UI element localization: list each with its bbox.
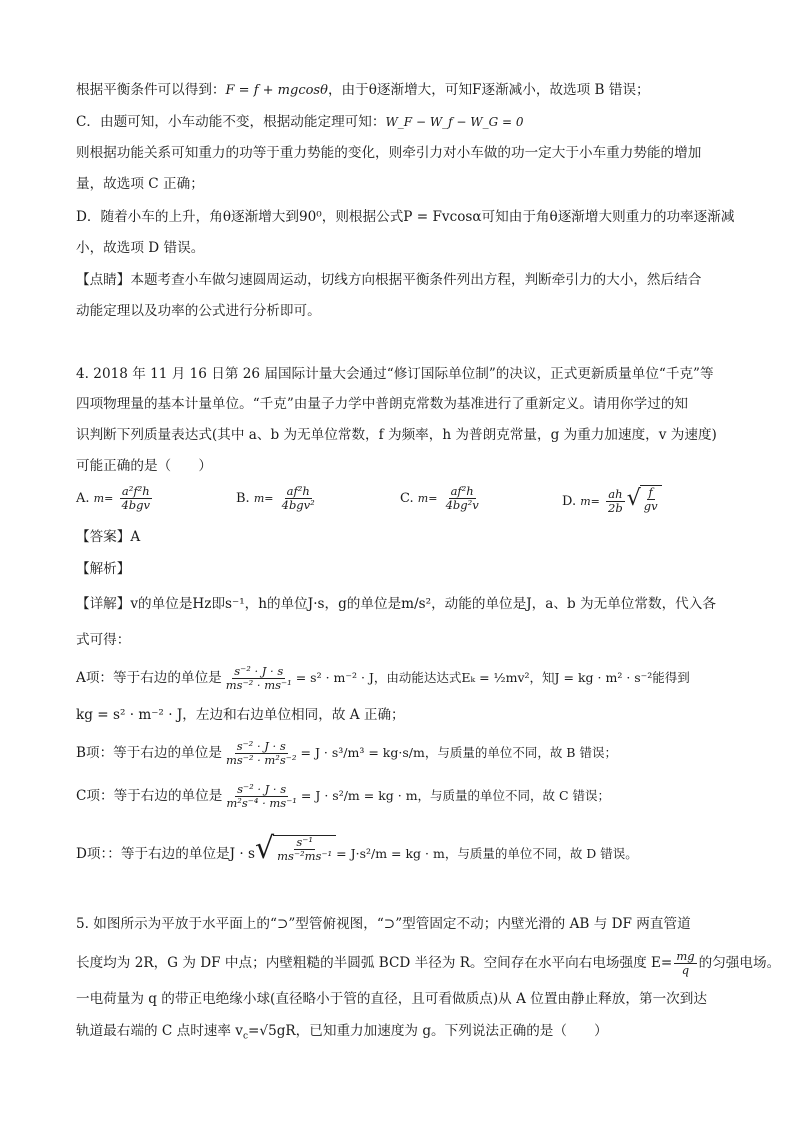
question-5-line-3: 一电荷量为 q 的带正电绝缘小球(直径略小于管的直径，且可看做质点)从 A 位置由静止释放，第一次到达 <box>76 991 707 1007</box>
option-d: D. m= $\frac{ah}{2b}$ √ $\frac{f}{gv}$ <box>562 485 662 515</box>
formula: F = f + mgcosθ <box>225 83 328 98</box>
question-4-line-1: 4. 2018 年 11 月 16 日第 26 届国际计量大会通过“修订国际单位制”的决议，正式更新质量单位“千克”等 <box>76 366 714 382</box>
item-b-line: B项：等于右边的单位是 $\frac{\text{s⁻² · J · s}}{\text{ms⁻² · m²s⁻²}}$ = J · s³/m³ = kg·s/m，与质量的单位不同，故 B 错误； <box>76 739 617 767</box>
option-a: A. m= $\frac{\text{a²f²h}}{\text{4bgv}}$ <box>76 484 151 512</box>
formula: W_F − W_f − W_G = 0 <box>385 115 524 129</box>
remark-line-1: 【点睛】本题考查小车做匀速圆周运动，切线方向根据平衡条件列出方程，判断牵引力的大小，然后结合 <box>76 272 702 288</box>
text: C．由题可知，小车动能不变，根据动能定理可知： <box>76 114 386 130</box>
text-line-4: 量，故选项 C 正确； <box>76 176 204 192</box>
item-a-line-1: A项：等于右边的单位是 $\frac{\text{s⁻² · J · s}}{\text{ms⁻² · ms⁻¹}}$ = s² · m⁻² · J，由动能达达式Eₖ = ½mv²，知J = kg · m² · s⁻²能得到 <box>76 664 690 692</box>
option-b: B. m= $\frac{\text{af²h}}{\text{4bgv²}}$ <box>236 484 315 512</box>
text-line-3: 则根据功能关系可知重力的功等于重力势能的变化，则牵引力对小车做的功一定大于小车重力势能的增加 <box>76 145 702 161</box>
analysis-heading: 【解析】 <box>76 561 131 577</box>
item-a-line-2: kg = s² · m⁻² · J，左边和右边单位相同，故 A 正确； <box>76 707 405 723</box>
text: ，由于θ逐渐增大，可知F逐渐减小，故选项 B 错误； <box>327 82 650 98</box>
text: 根据平衡条件可以得到： <box>76 82 226 98</box>
item-c-line: C项：等于右边的单位是 $\frac{\text{s⁻² · J · s}}{\text{m²s⁻⁴ · ms⁻¹}}$ = J · s²/m = kg · m，与质量的单位不同，故 C 错误； <box>76 782 611 810</box>
question-4-line-4: 可能正确的是（ ） <box>76 458 212 474</box>
detail-line-1: 【详解】v的单位是Hz即s⁻¹，h的单位J·s，g的单位是m/s²，动能的单位是J，a、b 为无单位常数，代入各 <box>76 596 716 612</box>
answer-line: 【答案】A <box>76 529 141 545</box>
question-5-line-1: 5. 如图所示为平放于水平面上的“⊃”型管俯视图，“⊃”型管固定不动；内壁光滑的 AB 与 DF 两直管道 <box>76 916 691 932</box>
text-line-1 <box>76 80 734 101</box>
text-line-2 <box>76 112 734 132</box>
detail-line-2: 式可得： <box>76 632 131 648</box>
question-5-line-2: 长度均为 2R，G 为 DF 中点；内壁粗糙的半圆弧 BCD 半径为 R。空间存在水平向右电场强度 E= $\frac{mg}{q}$ 的匀强电场。 <box>76 949 781 977</box>
option-c: C. m= $\frac{\text{af²h}}{\text{4bg²v}}$ <box>400 484 479 512</box>
item-d-line: D项：：等于右边的单位是J · s √ $\frac{\text{s⁻¹}}{\text{ms⁻²ms⁻¹}}$ = J·s²/m = kg · m，与质量的单位不同，故 D 错误。 <box>76 831 638 866</box>
text-line-5: D．随着小车的上升，角θ逐渐增大到90⁰，则根据公式P = Fvcosα可知由于角θ逐渐增大则重力的功率逐渐减 <box>76 209 735 225</box>
text-line-6: 小，故选项 D 错误。 <box>76 240 205 256</box>
remark-line-2: 动能定理以及功率的公式进行分析即可。 <box>76 303 321 319</box>
question-5-line-4: 轨道最右端的 C 点时速率 $v_c=√5gR$，已知重力加速度为 g。下列说法正确的是（ ） <box>76 1023 608 1042</box>
question-4-line-2: 四项物理量的基本计量单位。“千克”由量子力学中普朗克常数为基准进行了重新定义。请用你学过的知 <box>76 396 689 412</box>
question-4-line-3: 识判断下列质量表达式(其中 a、b 为无单位常数，f 为频率，h 为普朗克常量，g 为重力加速度，v 为速度) <box>76 427 717 443</box>
